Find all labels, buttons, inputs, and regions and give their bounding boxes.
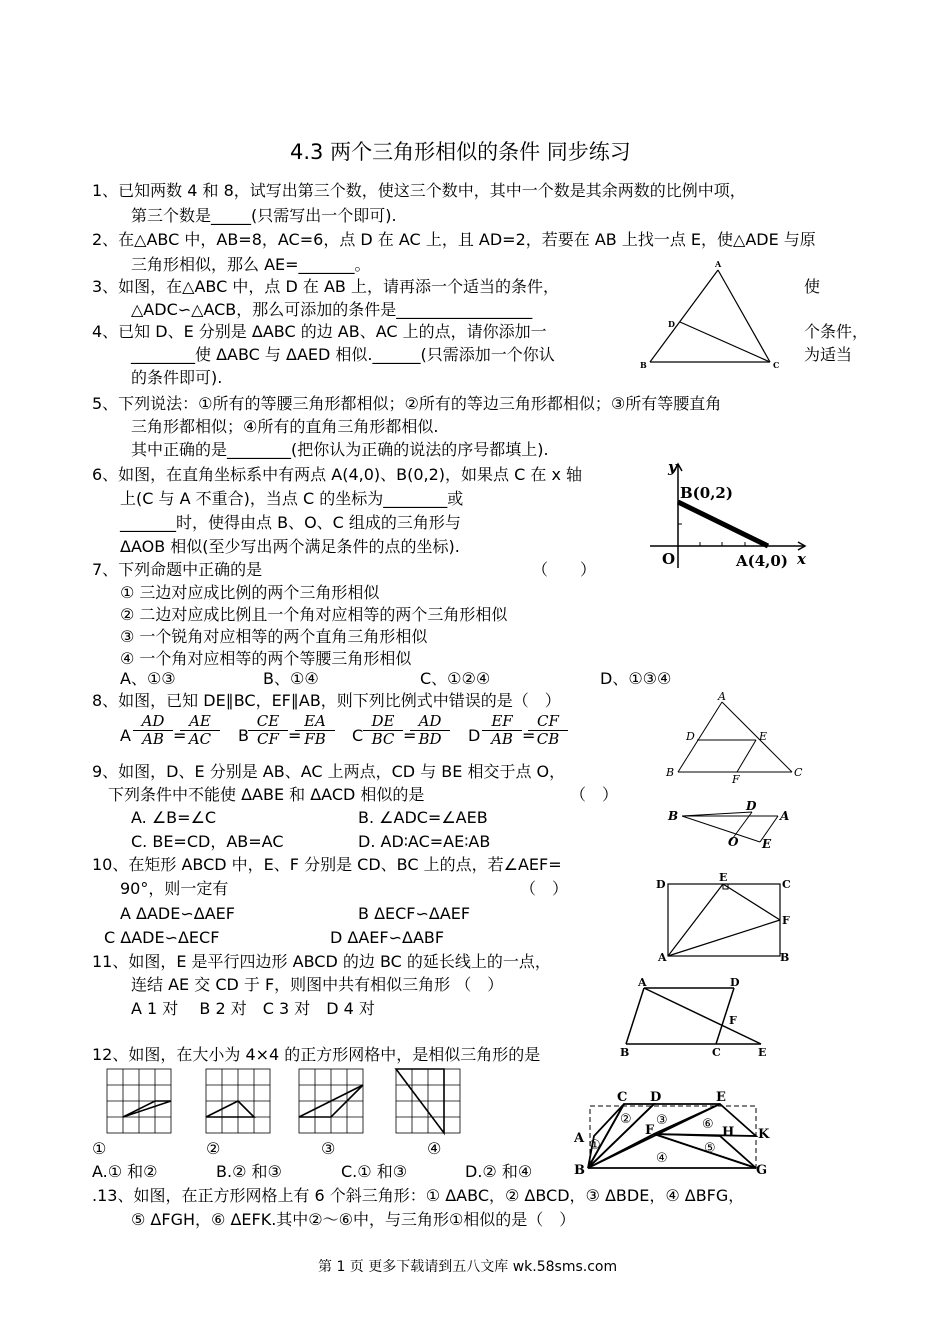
q11-figure (616, 976, 776, 1061)
q12-grid-label: ④ (427, 1139, 442, 1158)
q7-item: ④ 一个角对应相等的两个等腰三角形相似 (120, 649, 412, 668)
equals-sign: = (522, 726, 536, 745)
label-a: A (715, 259, 722, 269)
q8-option-d-fraction-right: $\frac{CF}{CB}$ (528, 713, 568, 748)
label-b: B(0,2) (680, 484, 733, 502)
q3-text: 3、如图，在△ABC 中，点 D 在 AB 上，请再添一个适当的条件， (92, 277, 559, 296)
label-e: E (758, 1046, 767, 1059)
label-a: A (658, 951, 667, 964)
label-a: A (780, 809, 790, 823)
q13-text: .13、如图，在正方形网格上有 6 个斜三角形：① ΔABC，② ΔBCD，③ ΔBDE，④ ΔBFG， (92, 1186, 745, 1205)
q12-grid-1 (106, 1068, 172, 1134)
q7-item: ① 三边对应成比例的两个三角形相似 (120, 583, 380, 602)
q8-option-b-fraction-left: $\frac{CE}{CF}$ (248, 713, 288, 748)
label-h: H (722, 1125, 735, 1140)
label-d: D (650, 1090, 662, 1105)
q4-text: 为适当 (804, 345, 853, 364)
label-c: C (782, 878, 791, 891)
q5-text: 其中正确的是________(把你认为正确的说法的序号都填上). (131, 440, 549, 459)
q10-option: D ΔAEF∽ΔABF (330, 928, 445, 947)
q10-figure (652, 868, 802, 963)
label-e: E (719, 871, 728, 884)
label-d: D (730, 976, 740, 989)
q9-figure (664, 798, 794, 858)
label-c: C (712, 1046, 721, 1059)
label-c: C (773, 360, 780, 370)
q7-text: 7、下列命题中正确的是 (92, 560, 263, 579)
q5-text: 三角形都相似；④所有的直角三角形都相似. (131, 417, 439, 436)
label-d: D (746, 799, 757, 813)
label-e: E (762, 837, 772, 851)
q9-option: C. BE=CD，AB=AC (131, 832, 284, 851)
q6-figure (650, 458, 815, 573)
q8-text: 8、如图，已知 DE∥BC，EF∥AB，则下列比例式中错误的是（ ） (92, 691, 561, 710)
q8-option-c-fraction-left: $\frac{DE}{BC}$ (363, 713, 403, 748)
equals-sign: = (288, 726, 302, 745)
q12-option: C.① 和③ (341, 1162, 408, 1181)
label-g: G (756, 1163, 768, 1178)
label-c: C (617, 1090, 628, 1105)
q9-text: 下列条件中不能使 ΔABE 和 ΔACD 相似的是 (108, 785, 425, 804)
label-y: y (668, 458, 677, 476)
q11-options: A 1 对 B 2 对 C 3 对 D 4 对 (131, 999, 375, 1018)
q4-text: 的条件即可). (131, 368, 223, 387)
q3-text: △ADC∽△ACB，那么可添加的条件是_________________ (131, 300, 533, 319)
label-e: E (716, 1090, 726, 1105)
q13-text: ⑤ ΔFGH，⑥ ΔEFK.其中②～⑥中，与三角形①相似的是（ ） (131, 1210, 576, 1229)
q7-option: A、①③ (120, 669, 176, 688)
q7-option: D、①③④ (600, 669, 672, 688)
label-a: A (718, 690, 726, 703)
q7-item: ③ 一个锐角对应相等的两个直角三角形相似 (120, 627, 428, 646)
q12-grid-3 (298, 1068, 364, 1134)
q4-text: 个条件， (804, 322, 869, 341)
triangle-6-marker: ⑥ (702, 1117, 714, 1132)
q11-text: 连结 AE 交 CD 于 F，则图中共有相似三角形 （ ） (131, 975, 504, 994)
label-b: B (640, 360, 647, 370)
q7-option: C、①②④ (420, 669, 491, 688)
triangle-5-marker: ⑤ (704, 1141, 716, 1156)
label-f: F (782, 914, 790, 927)
q5-text: 5、下列说法：①所有的等腰三角形都相似；②所有的等边三角形都相似；③所有等腰直角 (92, 394, 722, 413)
q10-option: B ΔECF∽ΔAEF (358, 904, 471, 923)
label-x: x (797, 550, 806, 568)
q7-item: ② 二边对应成比例且一个角对应相等的两个三角形相似 (120, 605, 508, 624)
label-f: F (645, 1123, 655, 1138)
q9-answer-bracket: （ ） (570, 785, 619, 804)
label-b: B (620, 1046, 630, 1059)
q2-text: 三角形相似，那么 AE=_______。 (131, 255, 371, 274)
q7-answer-bracket: （ ） (532, 560, 597, 579)
q10-option: C ΔADE∽ΔECF (104, 928, 220, 947)
q12-grid-4 (395, 1068, 461, 1134)
q8-option-d-fraction-left: $\frac{EF}{AB}$ (482, 713, 522, 748)
label-a: A (638, 976, 647, 989)
q6-text: _______时，使得由点 B、O、C 组成的三角形与 (120, 513, 461, 532)
q9-option: B. ∠ADC=∠AEB (358, 808, 488, 827)
label-d: D (656, 878, 666, 891)
q10-text: 90°，则一定有 (120, 879, 229, 898)
label-d: D (668, 319, 675, 329)
q10-answer-bracket: （ ） (520, 879, 569, 898)
q8-option-a-fraction-left: $\frac{AD}{AB}$ (133, 713, 173, 748)
triangle-2-marker: ② (620, 1112, 632, 1127)
label-e: E (759, 730, 768, 743)
q12-option: B.② 和③ (216, 1162, 282, 1181)
q8-option-d-letter: D (468, 726, 481, 745)
equals-sign: = (173, 726, 187, 745)
q6-text: 6、如图，在直角坐标系中有两点 A(4,0)、B(0,2)，如果点 C 在 x 轴 (92, 465, 583, 484)
q4-text: 4、已知 D、E 分别是 ΔABC 的边 AB、AC 上的点，请你添加一 (92, 322, 547, 341)
q1-text: 1、已知两数 4 和 8，试写出第三个数，使这三个数中，其中一个数是其余两数的比例中项， (92, 181, 746, 200)
q8-option-a-letter: A (120, 726, 131, 745)
label-b: B (780, 951, 790, 964)
label-a: A(4,0) (736, 552, 788, 570)
label-f: F (729, 1014, 737, 1027)
label-k: K (758, 1127, 770, 1142)
q11-text: 11、如图，E 是平行四边形 ABCD 的边 BC 的延长线上的一点， (92, 952, 551, 971)
label-c: C (794, 766, 803, 779)
q2-text: 2、在△ABC 中，AB=8，AC=6，点 D 在 AC 上，且 AD=2，若要在 AB 上找一点 E，使△ADE 与原 (92, 230, 816, 249)
q12-grid-label: ③ (321, 1139, 336, 1158)
triangle-1-marker: ① (589, 1138, 601, 1153)
label-a: A (574, 1131, 585, 1146)
label-d: D (686, 730, 695, 743)
q12-grid-2 (205, 1068, 271, 1134)
q12-text: 12、如图，在大小为 4×4 的正方形网格中，是相似三角形的是 (92, 1045, 541, 1064)
label-o: O (728, 835, 739, 849)
page-title: 4.3 两个三角形相似的条件 同步练习 (290, 140, 631, 164)
q6-text: ΔAOB 相似(至少写出两个满足条件的点的坐标). (120, 537, 460, 556)
q8-option-b-fraction-right: $\frac{EA}{FB}$ (295, 713, 335, 748)
q8-figure (660, 690, 810, 785)
label-o: O (662, 550, 676, 568)
q3-text: 使 (804, 277, 821, 296)
q4-text: ________使 ΔABC 与 ΔAED 相似.______(只需添加一个你认 (131, 345, 555, 364)
label-b: B (668, 809, 679, 823)
q8-option-c-fraction-right: $\frac{AD}{BD}$ (410, 713, 450, 748)
label-f: F (732, 773, 740, 786)
q3-figure (630, 258, 790, 376)
q12-grid-label: ② (206, 1139, 221, 1158)
q12-grid-label: ① (92, 1139, 107, 1158)
equals-sign: = (403, 726, 417, 745)
q10-text: 10、在矩形 ABCD 中，E、F 分别是 CD、BC 上的点，若∠AEF= (92, 855, 562, 874)
q7-option: B、①④ (263, 669, 319, 688)
q8-option-b-letter: B (238, 726, 249, 745)
q8-option-a-fraction-right: $\frac{AE}{AC}$ (180, 713, 220, 748)
q10-option: A ΔADE∽ΔAEF (120, 904, 235, 923)
label-b: B (574, 1163, 585, 1178)
triangle-3-marker: ③ (656, 1113, 668, 1128)
label-b: B (666, 766, 675, 779)
q12-option: A.① 和② (92, 1162, 158, 1181)
q8-option-c-letter: C (352, 726, 364, 745)
q6-text: 上(C 与 A 不重合)，当点 C 的坐标为________或 (120, 489, 464, 508)
q13-figure (570, 1088, 780, 1180)
q9-option: D. AD∶AC=AE∶AB (358, 832, 491, 851)
q12-option: D.② 和④ (465, 1162, 533, 1181)
q9-text: 9、如图，D、E 分别是 AB、AC 上两点，CD 与 BE 相交于点 O， (92, 762, 566, 781)
triangle-4-marker: ④ (656, 1151, 668, 1166)
q9-option: A. ∠B=∠C (131, 808, 217, 827)
page-footer: 第 1 页 更多下载请到五八文库 wk.58sms.com (318, 1259, 618, 1275)
q1-text: 第三个数是_____(只需写出一个即可). (131, 206, 397, 225)
